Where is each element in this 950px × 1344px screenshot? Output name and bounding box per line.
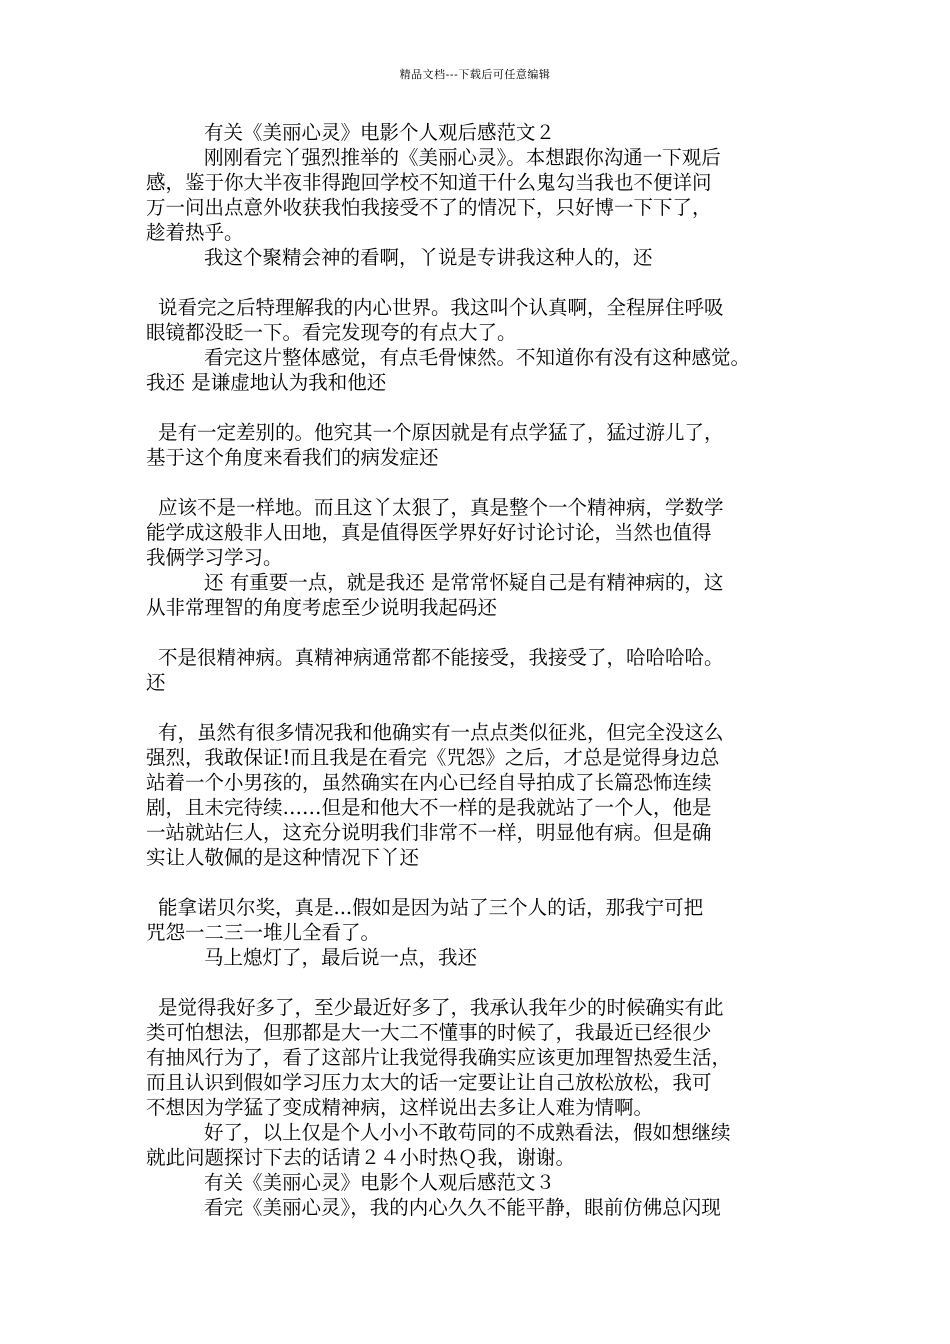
paragraph-line: 基于这个角度来看我们的病发症还 [146, 446, 439, 469]
blank-line [146, 620, 826, 645]
blank-line [146, 695, 826, 720]
paragraph-line: 类可怕想法，但那都是大一大二不懂事的时候了，我最近已经很少 [146, 1021, 712, 1044]
paragraph-line: 好了，以上仅是个人小小不敢苟同的不成熟看法，假如想继续 [204, 1121, 731, 1144]
blank-line [146, 395, 826, 420]
paragraph-line: 不想因为学猛了变成精神病，这样说出去多让人难为情啊。 [146, 1096, 654, 1119]
blank-line [146, 970, 826, 995]
blank-line [146, 870, 826, 895]
paragraph-line: 从非常理智的角度考虑至少说明我起码还 [146, 596, 498, 619]
blank-line [146, 470, 826, 495]
paragraph-line: 感，鉴于你大半夜非得跑回学校不知道干什么鬼勾当我也不便详问 [146, 171, 712, 194]
paragraph-line: 马上熄灯了，最后说一点，我还 [204, 946, 478, 969]
paragraph-line: 还 [146, 671, 166, 694]
paragraph-line: 站着一个小男孩的，虽然确实在内心已经自导拍成了长篇恐怖连续 [146, 771, 712, 794]
paragraph-line: 看完《美丽心灵》，我的内心久久不能平静，眼前仿佛总闪现 [204, 1196, 721, 1219]
paragraph-line: 不是很精神病。真精神病通常都不能接受，我接受了，哈哈哈哈。 [158, 646, 724, 669]
blank-line [146, 270, 826, 295]
paragraph-line: 我这个聚精会神的看啊，丫说是专讲我这种人的，还 [204, 246, 653, 269]
paragraph-line: 说看完之后特理解我的内心世界。我这叫个认真啊，全程屏住呼吸 [158, 296, 724, 319]
section-title: 有关《美丽心灵》电影个人观后感范文２ [204, 121, 556, 144]
paragraph-line: 是有一定差别的。他究其一个原因就是有点学猛了，猛过游儿了， [158, 421, 724, 444]
paragraph-line: 而且认识到假如学习压力太大的话一定要让让自己放松放松，我可 [146, 1071, 712, 1094]
paragraph-line: 咒怨一二三一堆儿全看了。 [146, 921, 381, 944]
document-body [146, 120, 826, 1220]
paragraph-line: 刚刚看完丫强烈推举的《美丽心灵》。本想跟你沟通一下观后 [204, 146, 721, 169]
paragraph-line: 就此问题探讨下去的话请２４小时热Ｑ我，谢谢。 [146, 1146, 576, 1169]
paragraph-line: 我还 是谦虚地认为我和他还 [146, 371, 387, 394]
paragraph-line: 有，虽然有很多情况我和他确实有一点点类似征兆，但完全没这么 [158, 721, 724, 744]
paragraph-line: 看完这片整体感觉，有点毛骨悚然。不知道你有没有这种感觉。 [204, 346, 751, 369]
paragraph-line: 趁着热乎。 [146, 221, 244, 244]
section-title: 有关《美丽心灵》电影个人观后感范文３ [204, 1171, 556, 1194]
paragraph-line: 能学成这般非人田地，真是值得医学界好好讨论讨论，当然也值得 [146, 521, 712, 544]
paragraph-line: 一站就站仨人，这充分说明我们非常不一样，明显他有病。但是确 [146, 821, 712, 844]
paragraph-line: 还 有重要一点，就是我还 是常常怀疑自己是有精神病的，这 [204, 571, 724, 594]
paragraph-line: 是觉得我好多了，至少最近好多了，我承认我年少的时候确实有此 [158, 996, 724, 1019]
paragraph-line: 眼镜都没眨一下。看完发现夸的有点大了。 [146, 321, 517, 344]
paragraph-line: 实让人敬佩的是这种情况下丫还 [146, 846, 420, 869]
paragraph-line: 应该不是一样地。而且这丫太狠了，真是整个一个精神病，学数学 [158, 496, 724, 519]
paragraph-line: 能拿诺贝尔奖，真是...假如是因为站了三个人的话，那我宁可把 [158, 896, 704, 919]
paragraph-line: 剧，且未完待续……但是和他大不一样的是我就站了一个人，他是 [146, 796, 712, 819]
paragraph-line: 万一问出点意外收获我怕我接受不了的情况下，只好博一下下了， [146, 196, 712, 219]
page-header: 精品文档---下载后可任意编辑 [399, 68, 551, 81]
paragraph-line: 我俩学习学习。 [146, 546, 283, 569]
paragraph-line: 强烈，我敢保证!而且我是在看完《咒怨》之后，才总是觉得身边总 [146, 746, 720, 769]
paragraph-line: 有抽风行为了，看了这部片让我觉得我确实应该更加理智热爱生活， [146, 1046, 732, 1069]
